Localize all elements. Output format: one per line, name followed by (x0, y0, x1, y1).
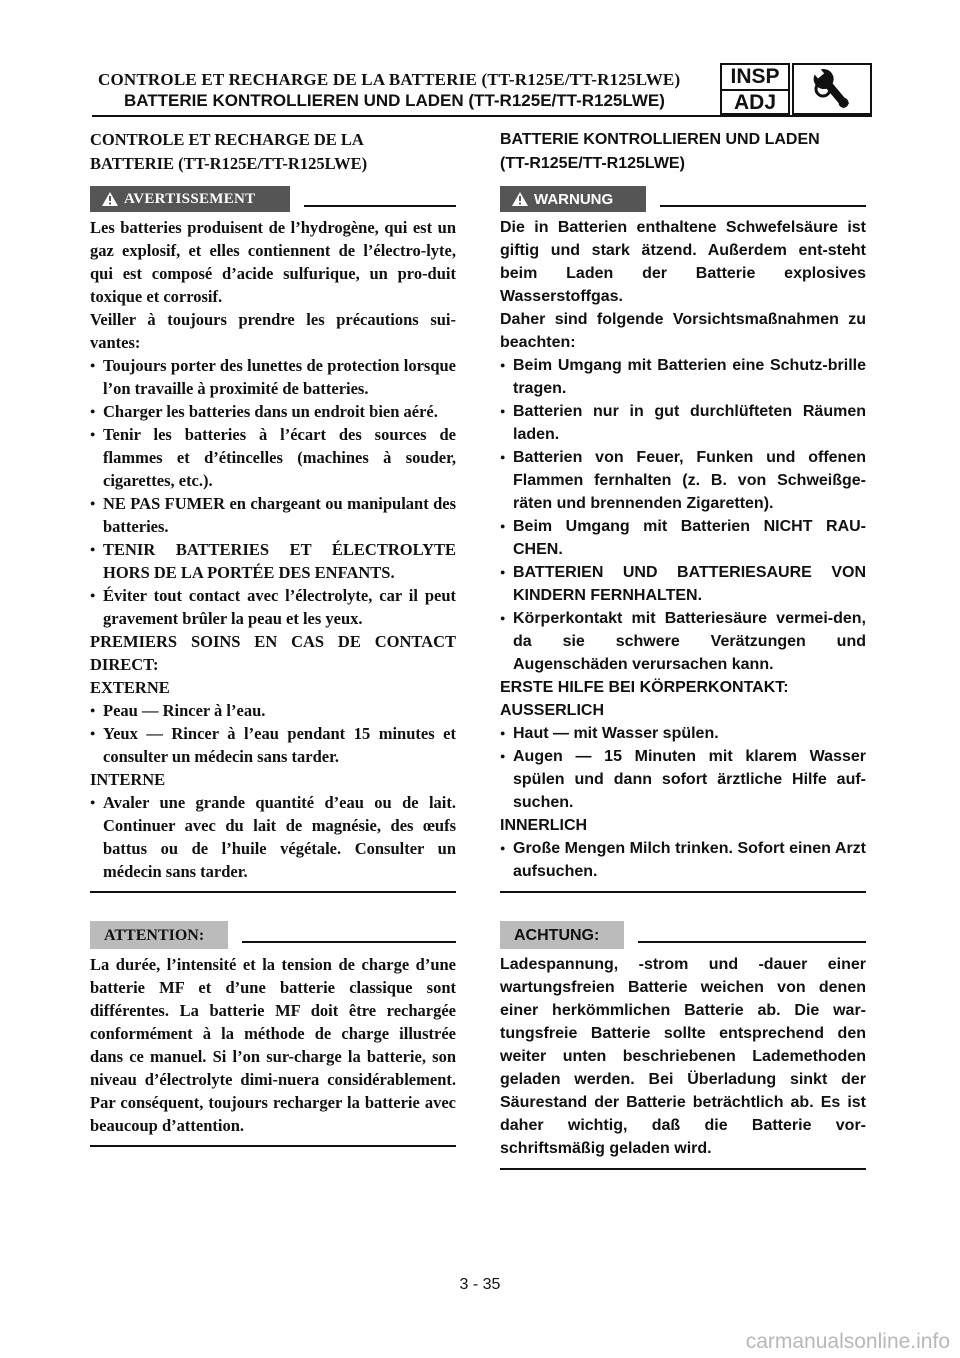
list-item: ● Große Mengen Milch trinken. Sofort einen Arzt aufsuchen. (500, 837, 866, 883)
wrench-icon (792, 63, 872, 115)
warning-triangle-icon (102, 192, 118, 206)
warning-intro-de: Die in Batterien enthaltene Schwefelsäure ist giftig und stark ätzend. Außerdem ent-steht beim Laden der Batterie explosives Wasserstoffgas. (500, 219, 866, 305)
internal-list-fr (90, 791, 456, 883)
attention-header-de (500, 921, 866, 949)
warning-precautions-fr: Veiller à toujours prendre les précautions sui-vantes: (90, 310, 456, 352)
watermark: carmanualsonline.info (745, 1330, 950, 1353)
header-title-de: BATTERIE KONTROLLIEREN UND LADEN (TT-R125E/TT-R125LWE) (124, 91, 665, 110)
insp-adj-badge (720, 63, 790, 115)
attention-text-fr: La durée, l’intensité et la tension de charge d’une batterie MF et d’une batterie classique sont différentes. La batterie MF doit être rechargée conformément à la méthode de charge illustrée dans ce manuel. Si l’on sur-charge la batterie, son niveau d’électrolyte dimi-nuera considérablement. Par conséquent, toujours recharger la batterie avec beaucoup d’attention. (90, 955, 456, 1135)
attention-rule-fr (242, 941, 456, 943)
list-item: ● BATTERIEN UND BATTERIESAURE VON KINDERN FERNHALTEN. (500, 561, 866, 607)
badge-insp: INSP (722, 65, 788, 91)
list-item: ● Beim Umgang mit Batterien NICHT RAU-CHEN. (500, 515, 866, 561)
list-item: ● Körperkontakt mit Batteriesäure vermei-den, da sie schwere Verätzungen und Augenschäden verursachen kann. (500, 607, 866, 676)
french-column (90, 128, 456, 1147)
list-item: ● Batterien von Feuer, Funken und offenen Flammen fernhalten (z. B. von Schweißge-räten und brennenden Zigaretten). (500, 446, 866, 515)
warning-label-fr: AVERTISSEMENT (124, 190, 256, 207)
attention-tab-fr (90, 921, 228, 949)
attention-tab-de (500, 921, 624, 949)
internal-heading-de: INNERLICH (500, 817, 588, 834)
internal-heading-fr: INTERNE (90, 770, 166, 789)
warning-intro-fr: Les batteries produisent de l’hydrogène, qui est un gaz explosif, et elles contiennent de l’électro-lyte, qui est composé d’acide sulfurique, un pro-duit toxique et corrosif. (90, 218, 456, 306)
list-item: ● Charger les batteries dans un endroit bien aéré. (90, 400, 456, 423)
warning-tab-de (500, 186, 646, 212)
precaution-list-fr (90, 354, 456, 630)
list-item: ● Yeux — Rincer à l’eau pendant 15 minutes et consulter un médecin sans tarder. (90, 722, 456, 768)
list-item: ● Tenir les batteries à l’écart des sources de flammes et d’étincelles (machines à souder, cigarettes, etc.). (90, 423, 456, 492)
warning-triangle-icon (512, 192, 528, 206)
warning-rule-de (660, 205, 866, 207)
list-item: ● Augen — 15 Minuten mit klarem Wasser spülen und dann sofort ärztliche Hilfe auf-suchen. (500, 745, 866, 814)
external-heading-fr: EXTERNE (90, 678, 170, 697)
list-item: ● Batterien nur in gut durchlüfteten Räumen laden. (500, 400, 866, 446)
first-aid-heading-de: ERSTE HILFE BEI KÖRPERKONTAKT: (500, 679, 789, 696)
list-item: ● Beim Umgang mit Batterien eine Schutz-brille tragen. (500, 354, 866, 400)
first-aid-heading-fr: PREMIERS SOINS EN CAS DE CONTACT DIRECT: (90, 632, 456, 674)
warning-header-de (500, 186, 866, 212)
precaution-list-de (500, 354, 866, 676)
attention-end-rule-de (500, 1168, 866, 1170)
external-list-fr (90, 699, 456, 768)
badge-adj: ADJ (733, 91, 776, 114)
internal-list-de (500, 837, 866, 883)
attention-label-de: ACHTUNG: (514, 926, 600, 944)
list-item: ● Toujours porter des lunettes de protection lorsque l’on travaille à proximité de batteries. (90, 354, 456, 400)
list-item: ● TENIR BATTERIES ET ÉLECTROLYTE HORS DE LA PORTÉE DES ENFANTS. (90, 538, 456, 584)
section-title-de: BATTERIE KONTROLLIEREN UND LADEN (TT-R125E/TT-R125LWE) (500, 131, 820, 172)
list-item: ● NE PAS FUMER en chargeant ou manipulant des batteries. (90, 492, 456, 538)
attention-text-de: Ladespannung, -strom und -dauer einer wartungsfreien Batterie weichen von denen einer herkömmlichen Batterie ab. Die war-tungsfreie Batterie sollte entsprechend den weiter unten beschriebenen Lademethoden geladen werden. Bei Überladung sinkt der Säurestand der Batterie beträchtlich ab. Es ist daher wichtig, daß die Batterie vor-schriftsmäßig geladen wird. (500, 956, 866, 1157)
warning-rule-fr (304, 205, 456, 207)
attention-rule-de (638, 941, 866, 943)
external-list-de (500, 722, 866, 814)
external-heading-de: AUSSERLICH (500, 702, 605, 719)
attention-label-fr: ATTENTION: (104, 926, 205, 944)
list-item: ● Haut — mit Wasser spülen. (500, 722, 866, 745)
warning-label-de: WARNUNG (534, 190, 614, 208)
warning-tab-fr (90, 186, 290, 212)
warning-header-fr (90, 186, 456, 212)
attention-header-fr (90, 921, 456, 949)
list-item: ● Peau — Rincer à l’eau. (90, 699, 456, 722)
header-rule (92, 115, 872, 117)
german-column (500, 128, 866, 1170)
page-number: 3 - 35 (459, 1276, 501, 1293)
section-title-fr: CONTROLE ET RECHARGE DE LA BATTERIE (TT-R125E/TT-R125LWE) (90, 130, 368, 173)
attention-end-rule-fr (90, 1145, 456, 1147)
list-item: ● Avaler une grande quantité d’eau ou de lait. Continuer avec du lait de magnésie, des œufs battus ou de l’huile végétale. Consulter un médecin sans tarder. (90, 791, 456, 883)
header-title-fr: CONTROLE ET RECHARGE DE LA BATTERIE (TT-R125E/TT-R125LWE) (98, 70, 681, 89)
list-item: ● Éviter tout contact avec l’électrolyte, car il peut gravement brûler la peau et les yeux. (90, 584, 456, 630)
warning-precautions-de: Daher sind folgende Vorsichtsmaßnahmen zu beachten: (500, 311, 866, 351)
